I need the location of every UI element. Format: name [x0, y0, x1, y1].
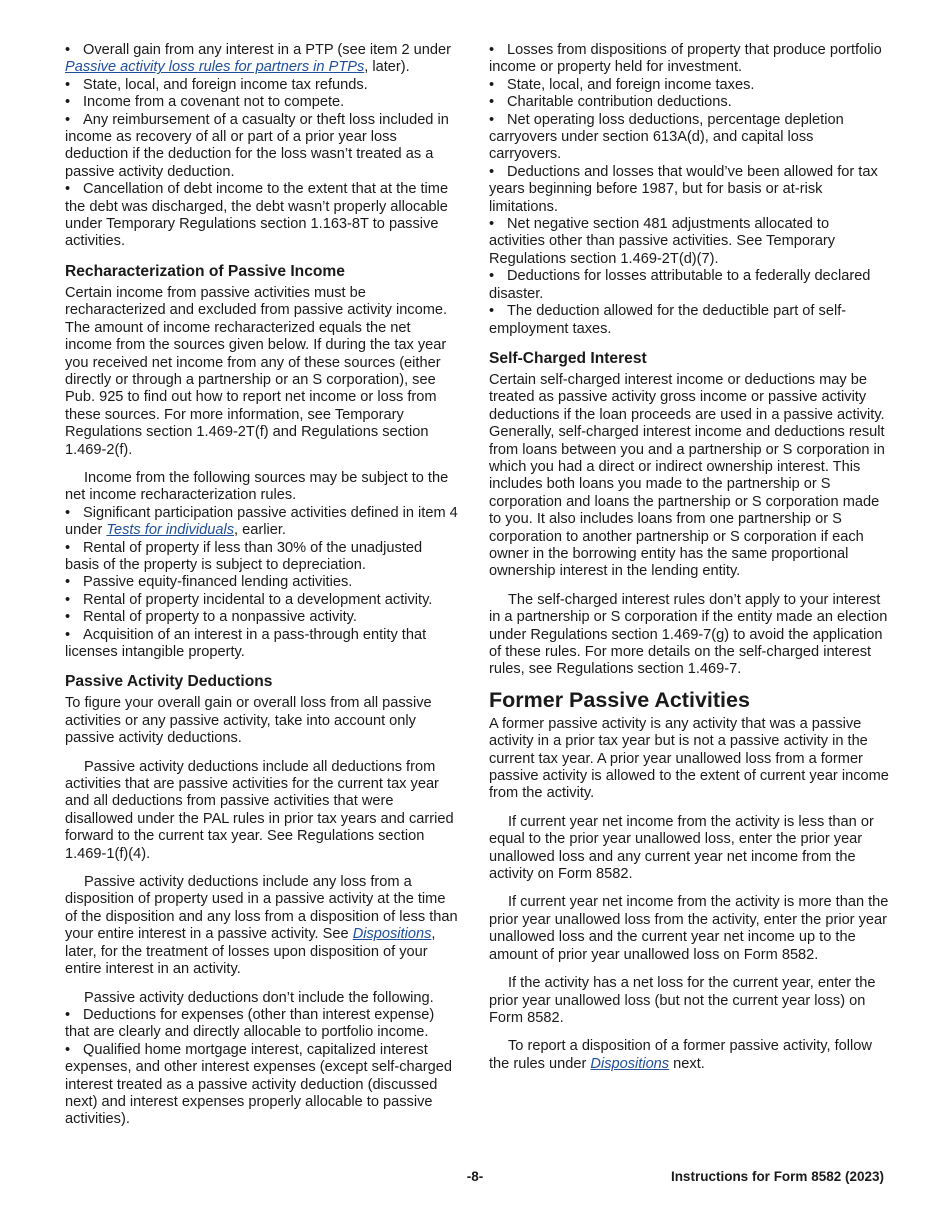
section-heading-former: Former Passive Activities	[489, 687, 750, 712]
section-heading-recharacterization: Recharacterization of Passive Income	[65, 262, 345, 280]
paragraph: A former passive activity is any activity that was a passive activity in a prior tax year but is not a passive activity in the current tax year. A prior year unallowed loss from a former passive activity is allowed to the extent of current year income from the activity.	[489, 715, 889, 802]
list-item: • Passive equity-financed lending activities.	[65, 574, 460, 591]
right-column	[489, 42, 889, 1073]
paragraph: Certain self-charged interest income or deductions may be treated as passive activity gross income or passive activity deductions if the loan proceeds are used in a passive activity. Generally, self-charged interest income and deductions result from loans between you and a partnership or S corporation in which you had a direct or indirect ownership interest. This includes both loans you made to the partnership or S corporation and loans the partnership or S corporation made to you. It also includes loans from one partnership or S corporation to another partnership or S corporation if each owner in the borrowing entity has the same proportional ownership interest in the lending entity.	[489, 371, 885, 580]
page-number: -8-	[466, 1169, 484, 1184]
list-item: • Deductions for losses attributable to a federally declared disaster.	[489, 268, 889, 303]
list-item: • The deduction allowed for the deductible part of self-employment taxes.	[489, 303, 889, 338]
paragraph: To figure your overall gain or overall loss from all passive activities or any passive activity, take into account only passive activity deductions.	[65, 695, 432, 747]
list-item: • Overall gain from any interest in a PTP (see item 2 under Passive activity loss rules for partners in PTPs, later).	[65, 42, 460, 77]
paragraph: If the activity has a net loss for the current year, enter the prior year unallowed loss (but not the current year loss) on Form 8582.	[489, 975, 876, 1026]
list-item: • Income from a covenant not to compete.	[65, 94, 460, 111]
link-ptp-partners[interactable]: Passive activity loss rules for partners in PTPs	[65, 59, 365, 76]
list-item: • Rental of property if less than 30% of the unadjusted basis of the property is subject to depreciation.	[65, 540, 460, 575]
left-column	[65, 42, 460, 1129]
list-item: • Significant participation passive activities defined in item 4 under Tests for individuals, earlier.	[65, 505, 460, 540]
list-item: • Qualified home mortgage interest, capitalized interest expenses, and other interest expenses (except self-charged interest treated as a passive activity deduction (discussed next) and interest expenses properly allocable to passive activities).	[65, 1042, 460, 1129]
paragraph: Passive activity deductions don’t include the following.	[84, 989, 434, 1006]
list-item: • Net operating loss deductions, percentage depletion carryovers under section 613A(d), and capital loss carryovers.	[489, 112, 889, 164]
list-item: • Losses from dispositions of property that produce portfolio income or property held for investment.	[489, 42, 889, 77]
link-dispositions[interactable]: Dispositions	[352, 926, 432, 943]
list-item: • State, local, and foreign income taxes.	[489, 77, 889, 94]
section-heading-deductions: Passive Activity Deductions	[65, 673, 273, 691]
paragraph: The self-charged interest rules don’t apply to your interest in a partnership or S corporation if the entity made an election under Regulations section 1.469-7(g) to avoid the application of these rules. For more details on the self-charged interest rules, see Regulations section 1.469-7.	[489, 591, 888, 678]
list-item: • Any reimbursement of a casualty or theft loss included in income as recovery of all or part of a prior year loss deduction if the deduction for the loss wasn’t treated as a passive activity deduction.	[65, 112, 460, 182]
document-title: Instructions for Form 8582 (2023)	[670, 1169, 884, 1184]
paragraph: Passive activity deductions include any loss from a disposition of property used in a passive activity at the time of the disposition and any loss from a disposition of less than your entire interest in a passive activity. See Dispositions, later, for the treatment of losses upon disposition of your entire interest in an activity.	[65, 874, 458, 978]
paragraph: If current year net income from the activity is more than the prior year unallowed loss from the activity, enter the prior year unallowed loss and the current year net income up to the amount of prior year unallowed loss on Form 8582.	[489, 894, 889, 963]
link-dispositions[interactable]: Dispositions	[590, 1055, 670, 1072]
list-item: • Deductions and losses that would’ve been allowed for tax years beginning before 1987, but for basis or at-risk limitations.	[489, 164, 889, 216]
list-item: • Deductions for expenses (other than interest expense) that are clearly and directly allocable to portfolio income.	[65, 1007, 460, 1042]
section-heading-self-charged: Self-Charged Interest	[489, 349, 647, 367]
paragraph: Certain income from passive activities must be recharacterized and excluded from passive activity income. The amount of income recharacterized equals the net income from the sources given below. If during the tax year you received net income from any of these sources (either directly or through a partnership or an S corporation), see Pub. 925 to find out how to report net income or loss from these sources. For more information, see Temporary Regulations section 1.469-2T(f) and Regulations section 1.469-2(f).	[65, 284, 448, 458]
link-tests-for-individuals[interactable]: Tests for individuals	[106, 522, 235, 539]
paragraph: If current year net income from the activity is less than or equal to the prior year unallowed loss, enter the prior year unallowed loss and any current year net income from the activity on Form 8582.	[489, 813, 874, 883]
list-item: • Acquisition of an interest in a pass-through entity that licenses intangible property.	[65, 627, 460, 662]
list-item: • Rental of property to a nonpassive activity.	[65, 609, 460, 626]
list-item: • Net negative section 481 adjustments allocated to activities other than passive activities. See Temporary Regulations section 1.469-2T(d)(7).	[489, 216, 889, 268]
list-item: • State, local, and foreign income tax refunds.	[65, 77, 460, 94]
list-item: • Cancellation of debt income to the extent that at the time the debt was discharged, the debt wasn’t properly allocable under Temporary Regulations section 1.163-8T to passive activities.	[65, 181, 460, 251]
paragraph: Income from the following sources may be subject to the net income recharacterization rules.	[65, 469, 449, 504]
paragraph: To report a disposition of a former passive activity, follow the rules under Dispositions next.	[489, 1038, 872, 1072]
list-item: • Rental of property incidental to a development activity.	[65, 592, 460, 609]
list-item: • Charitable contribution deductions.	[489, 94, 889, 111]
paragraph: Passive activity deductions include all deductions from activities that are passive activities for the current tax year and all deductions from passive activities that were disallowed under the PAL rules in prior tax years and carried forward to the current tax year. See Regulations section 1.469-1(f)(4).	[65, 758, 454, 862]
